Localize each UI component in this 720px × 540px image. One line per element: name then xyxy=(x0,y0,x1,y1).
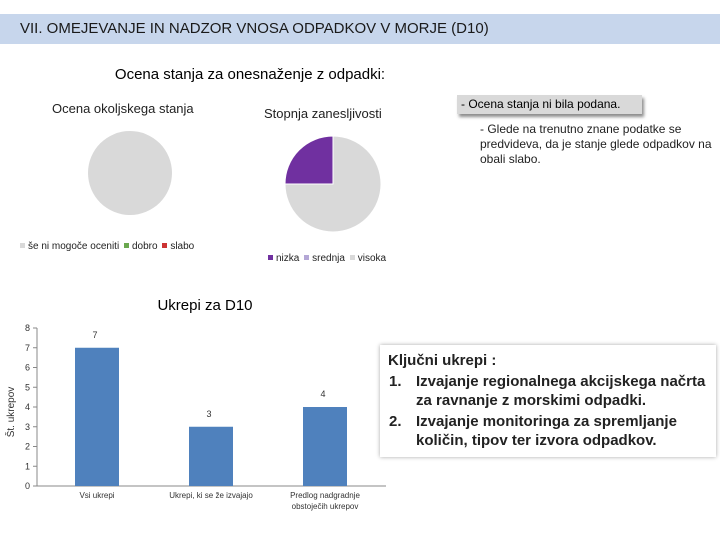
bar-y-tick-6: 6 xyxy=(24,362,30,373)
key-measures-box xyxy=(380,345,716,457)
pie2-legend-label-3: visoka xyxy=(357,253,387,264)
pie2-title: Stopnja zanesljivosti xyxy=(264,106,382,121)
key-measure-1-number: 1. xyxy=(389,373,402,390)
pie2-legend-swatch-1 xyxy=(268,255,273,260)
bar-y-tick-4: 4 xyxy=(24,402,30,412)
key-measure-2-line1: Izvajanje monitoringa za spremljanje xyxy=(416,413,677,430)
bar-2 xyxy=(189,427,233,486)
bar-y-tick-7: 7 xyxy=(24,342,30,353)
assessment-remark: - Glede na trenutno znane podatke se predvideva, da je stanje glede odpadkov na obali slabo. xyxy=(480,122,712,166)
key-measure-1-line2: za ravnanje z morskimi odpadki. xyxy=(416,392,647,409)
pie2-slice-1 xyxy=(285,136,333,184)
pie1-legend xyxy=(18,241,194,252)
bar-3 xyxy=(303,407,347,486)
key-measure-2-line2: količin, tipov ter izvora odpadkov. xyxy=(416,432,657,449)
pie1-legend-label-3: slabo xyxy=(170,241,195,252)
pie1-legend-swatch-2 xyxy=(124,243,129,248)
bar-y-axis-label: Št. ukrepov xyxy=(6,386,17,438)
pie2-legend xyxy=(266,253,386,264)
bar-category-labels xyxy=(79,491,360,511)
assessment-note: - Ocena stanja ni bila podana. xyxy=(461,97,621,111)
key-measure-2-number: 2. xyxy=(389,413,402,430)
pie1-slices xyxy=(88,131,172,215)
bar-data-labels xyxy=(92,330,325,419)
bar-category-3: Predlog nadgradnje obstoječih ukrepov xyxy=(290,491,360,511)
pie2-chart xyxy=(283,134,383,234)
bar-y-tick-8: 8 xyxy=(24,323,30,333)
assessment-heading: Ocena stanja za onesnaženje z odpadki: xyxy=(114,66,386,83)
slide-header xyxy=(0,14,720,44)
bar-y-tick-1: 1 xyxy=(24,461,30,472)
bar-y-tick-3: 3 xyxy=(24,421,30,432)
slide-title: VII. OMEJEVANJE IN NADZOR VNOSA ODPADKOV V MORJE (D10) xyxy=(20,20,489,37)
pie1-legend-label-2: dobro xyxy=(131,241,158,252)
pie1-legend-swatch-3 xyxy=(162,243,167,248)
pie2-legend-label-1: nizka xyxy=(276,253,300,264)
pie1-legend-swatch-1 xyxy=(20,243,25,248)
pie2-legend-swatch-2 xyxy=(304,255,309,260)
bar-data-label-3: 4 xyxy=(320,389,326,399)
pie1-legend-label-1: še ni mogoče oceniti xyxy=(28,241,120,252)
bar-y-tick-0: 0 xyxy=(24,481,30,491)
measures-bar-chart xyxy=(0,318,400,528)
key-measures-title: Ključni ukrepi : xyxy=(388,352,497,369)
bar-y-tick-2: 2 xyxy=(24,441,30,452)
bar-data-label-1: 7 xyxy=(92,329,98,340)
key-measure-1-line1: Izvajanje regionalnega akcijskega načrta xyxy=(416,373,706,390)
bar-category-2: Ukrepi, ki se že izvajajo xyxy=(169,491,253,500)
pie2-slices xyxy=(285,136,381,232)
pie1-slice-1 xyxy=(88,131,172,215)
pie1-chart xyxy=(85,128,175,218)
bar-y-ticks xyxy=(25,323,37,491)
measures-heading: Ukrepi za D10 xyxy=(157,297,253,314)
bar-category-1: Vsi ukrepi xyxy=(79,491,115,500)
pie1-title: Ocena okoljskega stanja xyxy=(52,101,194,116)
assessment-note-box xyxy=(457,95,642,114)
pie2-legend-swatch-3 xyxy=(350,255,355,260)
bar-y-tick-5: 5 xyxy=(24,382,30,393)
pie2-legend-label-2: srednja xyxy=(312,253,345,264)
bar-1 xyxy=(75,348,119,486)
bar-data-label-2: 3 xyxy=(206,408,212,419)
